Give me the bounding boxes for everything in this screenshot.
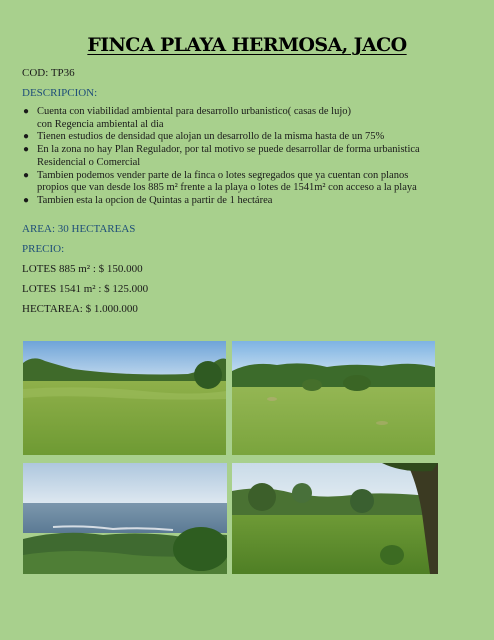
list-item-line: propios que van desde los 885 m² frente a la playa o lotes de 1541m² con acceso a la playa bbox=[37, 182, 417, 194]
price-label: PRECIO: bbox=[22, 243, 65, 255]
property-code: COD: TP36 bbox=[22, 67, 75, 79]
list-item-line: Cuenta con viabilidad ambiental para desarrollo urbanistico( casas de lujo) bbox=[37, 106, 352, 117]
page-title: FINCA PLAYA HERMOSA, JACO bbox=[87, 34, 407, 56]
photo-pasture-field bbox=[23, 341, 226, 455]
list-item-line: Residencial o Comercial bbox=[37, 156, 141, 168]
list-item-line: Tambien podemos vender parte de la finca o lotes segregados que ya cuentan con planos bbox=[37, 169, 409, 181]
area-value: 30 HECTAREAS bbox=[57, 223, 136, 235]
photo-ocean-view bbox=[23, 463, 227, 574]
description-list bbox=[22, 106, 472, 208]
photo-field-shrubs bbox=[232, 341, 435, 455]
bullet-icon: ● bbox=[23, 131, 30, 143]
bullet-icon: ● bbox=[23, 106, 30, 117]
list-item bbox=[22, 131, 472, 144]
list-item bbox=[22, 144, 472, 169]
bullet-icon: ● bbox=[23, 144, 30, 156]
list-item-line: Tienen estudios de densidad que alojan un desarrollo de la misma hasta de un 75% bbox=[37, 131, 385, 143]
bullet-icon: ● bbox=[23, 169, 30, 181]
area-label: AREA: bbox=[22, 223, 55, 235]
list-item-line: con Regencia ambiental al dia bbox=[37, 118, 164, 130]
list-item-line: En la zona no hay Plan Regulador, por tal motivo se puede desarrollar de forma urbanistica bbox=[37, 144, 420, 156]
price-line-lotes-1541: LOTES 1541 m² : $ 125.000 bbox=[22, 283, 149, 295]
photo-trees-slope bbox=[232, 463, 438, 574]
area-line bbox=[22, 223, 135, 235]
price-line-hectarea: HECTAREA: $ 1.000.000 bbox=[22, 303, 138, 315]
list-item-line: Tambien esta la opcion de Quintas a partir de 1 hectárea bbox=[37, 194, 273, 206]
list-item bbox=[22, 106, 472, 131]
description-label: DESCRIPCION: bbox=[22, 87, 98, 99]
price-line-lotes-885: LOTES 885 m² : $ 150.000 bbox=[22, 263, 143, 275]
bullet-icon: ● bbox=[23, 194, 30, 206]
list-item bbox=[22, 195, 472, 208]
list-item bbox=[22, 170, 472, 195]
